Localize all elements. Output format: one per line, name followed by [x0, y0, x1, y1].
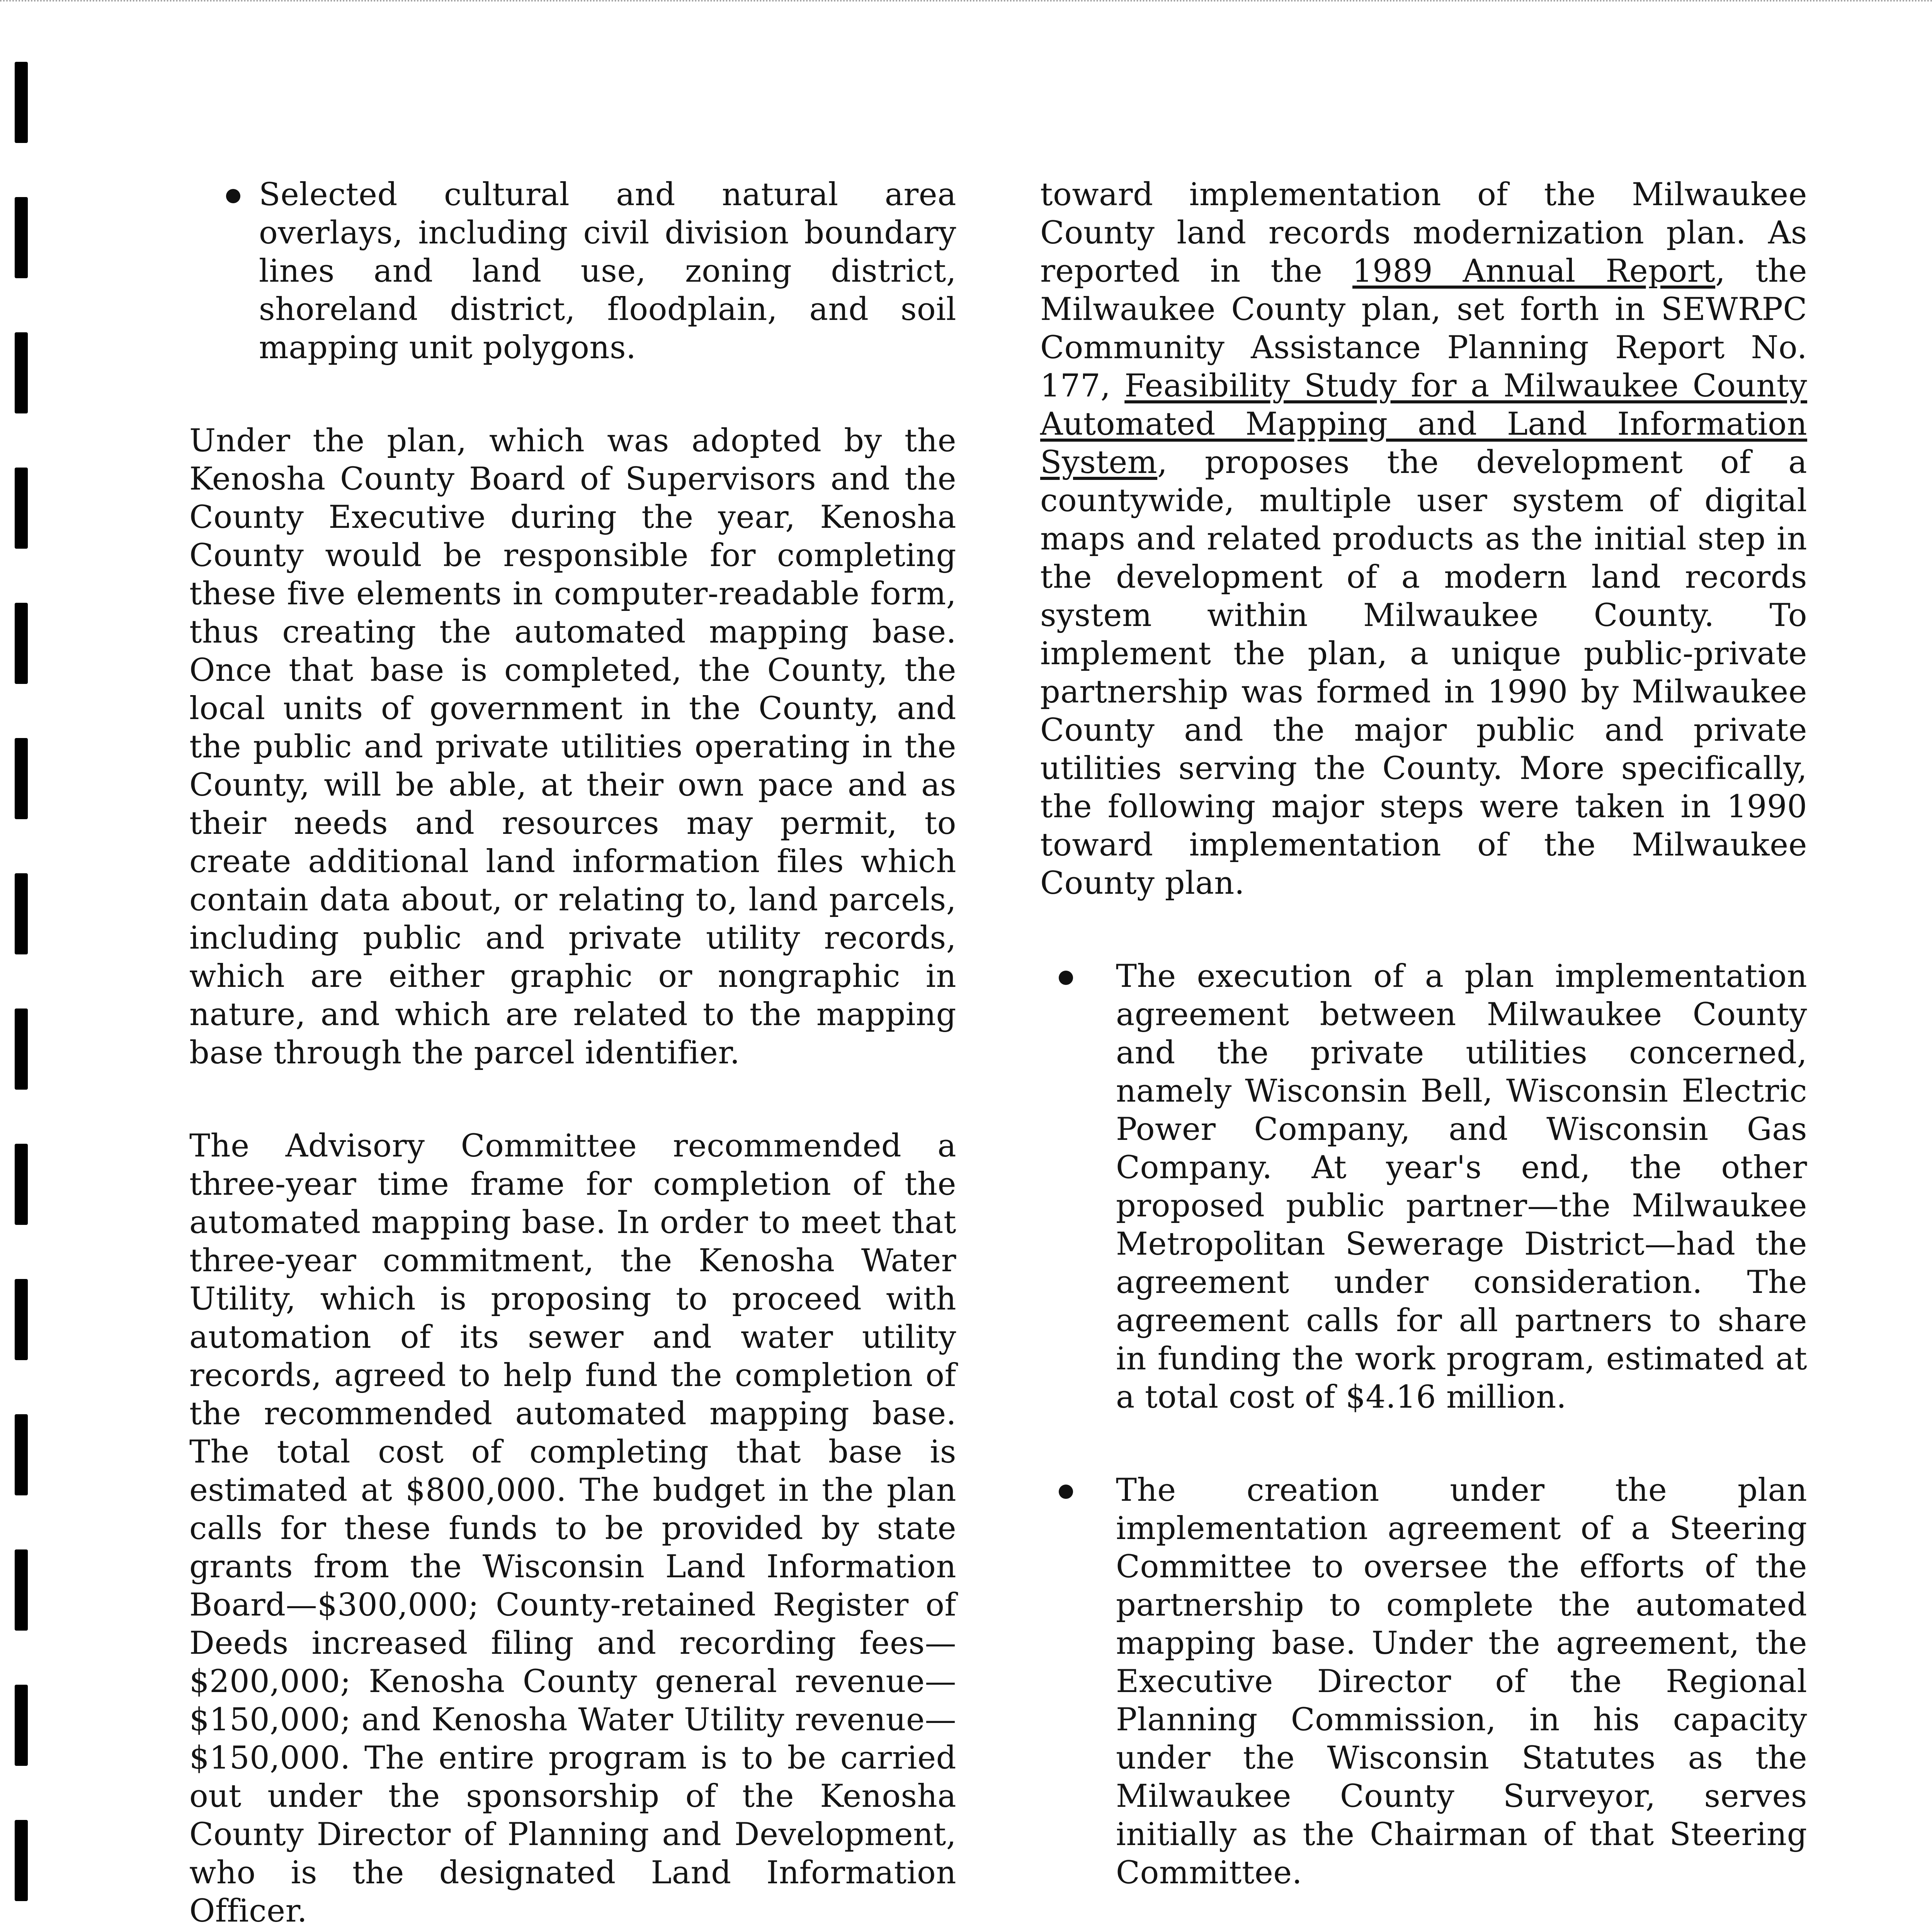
- binding-mark: [15, 873, 28, 954]
- bullet-item: [189, 176, 956, 367]
- binding-mark: [15, 1144, 28, 1225]
- paragraph-text: , proposes the development of a countywide, multiple user system of digital maps and related products as the initial step in the development of a modern land records system within Milwaukee County. To implement the plan, a unique public-private partnership was formed in 1990 by Milwaukee County and the major public and private utilities serving the County. More specifically, the following major steps were taken in 1990 toward implementation of the Milwaukee County plan.: [1040, 444, 1807, 901]
- bullet-icon: [226, 189, 240, 203]
- binding-mark: [15, 468, 28, 549]
- bullet-item: [1040, 1471, 1807, 1892]
- report-title: Feasibility Study for a Milwaukee County Automated Mapping and Land Information System: [1040, 368, 1807, 481]
- binding-mark: [15, 1009, 28, 1090]
- body-paragraph: [1040, 176, 1807, 903]
- bullet-text: The creation under the plan implementation agreement of a Steering Committee to oversee the efforts of the partnership to complete the automated mapping base. Under the agreement, the Executive Director of the Regional Planning Commission, in his capacity under the Wisconsin Statutes as the Milwaukee County Surveyor, serves initially as the Chairman of that Steering Committee.: [1116, 1472, 1807, 1891]
- binding-mark: [15, 1549, 28, 1631]
- binding-mark: [15, 1820, 28, 1901]
- bullet-text: Selected cultural and natural area overlays, including civil division boundary lines and land use, zoning district, shoreland district, floodplain, and soil mapping unit polygons.: [259, 177, 956, 366]
- binding-mark: [15, 62, 28, 143]
- binding-mark: [15, 738, 28, 819]
- bullet-icon: [1059, 971, 1073, 985]
- body-paragraph: The Advisory Committee recommended a three-year time frame for completion of the automated mapping base. In order to meet that three-year commitment, the Kenosha Water Utility, which is proposing to proceed with automation of its sewer and water utility records, agreed to help fund the completion of the recommended automated mapping base. The total cost of completing that base is estimated at $800,000. The budget in the plan calls for these funds to be provided by state grants from the Wisconsin Land Information Board—$300,000; County-retained Register of Deeds increased filing and recording fees—$200,000; Kenosha County general revenue—$150,000; and Kenosha Water Utility revenue—$150,000. The entire program is to be carried out under the sponsorship of the Kenosha County Director of Planning and Development, who is the designated Land Information Officer.: [189, 1128, 956, 1929]
- binding-mark: [15, 197, 28, 278]
- body-paragraph: Under the plan, which was adopted by the Kenosha County Board of Supervisors and the County Executive during the year, Kenosha County would be responsible for completing these five elements in computer-readable form, thus creating the automated mapping base. Once that base is completed, the County, the local units of government in the County, and the public and private utilities operating in the County, will be able, at their own pace and as their needs and resources may permit, to create additional land information files which contain data about, or relating to, land parcels, including public and private utility records, which are either graphic or nongraphic in nature, and which are related to the mapping base through the parcel identifier.: [189, 423, 956, 1071]
- paragraph-text: toward implementation of the Milwaukee County land records modernization plan. As reported in the: [1040, 177, 1807, 289]
- binding-mark: [15, 332, 28, 413]
- binding-mark: [15, 1685, 28, 1766]
- bullet-text: The execution of a plan implementation agreement between Milwaukee County and the private utilities concerned, namely Wisconsin Bell, Wisconsin Electric Power Company, and Wisconsin Gas Company. At year's end, the other proposed public partner—the Milwaukee Metropolitan Sewerage District—had the agreement under consideration. The agreement calls for all partners to share in funding the work program, estimated at a total cost of $4.16 million.: [1116, 958, 1807, 1415]
- binding-mark: [15, 1279, 28, 1360]
- bullet-item: [1040, 957, 1807, 1417]
- annual-report-title: 1989 Annual Report: [1352, 253, 1716, 289]
- binding-mark: [15, 1414, 28, 1495]
- left-column: [189, 176, 956, 1932]
- binding-mark: [15, 603, 28, 684]
- paragraph-text: , the Milwaukee County plan, set forth in SEWRPC Community Assistance Planning Report No. 177,: [1040, 253, 1807, 404]
- scan-top-edge: [0, 0, 1932, 5]
- right-column: [1040, 176, 1807, 1932]
- bullet-icon: [1059, 1485, 1073, 1499]
